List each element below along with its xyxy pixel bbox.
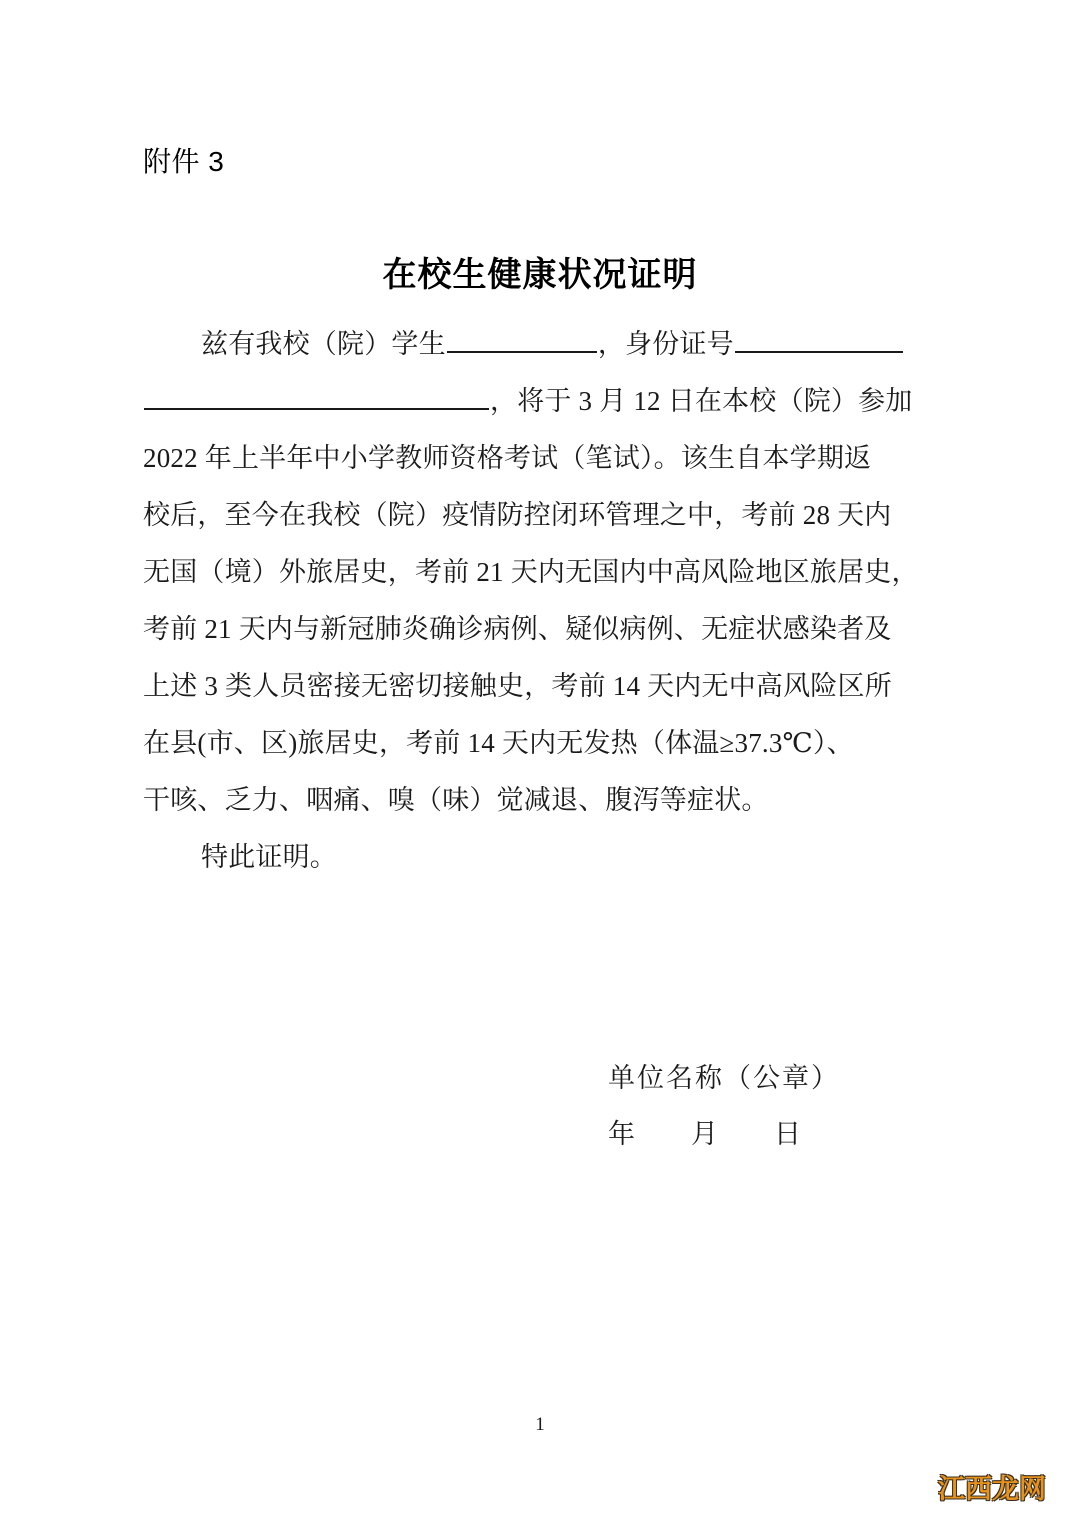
page-title: 在校生健康状况证明 xyxy=(382,255,698,294)
body-line-4: 校后，至今在我校（院）疫情防控闭环管理之中，考前 28 天内 xyxy=(143,500,892,530)
date-month-label: 月 xyxy=(691,1119,718,1149)
body-line-2 xyxy=(143,373,953,430)
body-line-6: 考前 21 天内与新冠肺炎确诊病例、疑似病例、无症状感染者及 xyxy=(143,614,892,644)
page-number: 1 xyxy=(535,1414,545,1435)
certificate-body xyxy=(143,316,953,886)
body-line-3: 2022 年上半年中小学教师资格考试（笔试）。该生自本学期返 xyxy=(143,443,872,473)
id-number-blank-tail[interactable] xyxy=(144,386,489,410)
body-line-5: 无国（境）外旅居史，考前 21 天内无国内中高风险地区旅居史， xyxy=(143,557,919,587)
student-name-blank[interactable] xyxy=(447,329,597,353)
date-year-label: 年 xyxy=(608,1119,635,1149)
body-line-9: 干咳、乏力、咽痛、嗅（味）觉减退、腹泻等症状。 xyxy=(143,785,769,815)
id-number-blank-head[interactable] xyxy=(735,329,903,353)
body-line-8: 在县(市、区)旅居史，考前 14 天内无发热（体温≥37.3℃）、 xyxy=(143,728,854,758)
attachment-label: 附件 3 xyxy=(143,146,225,177)
body-text: ，身份证号 xyxy=(597,329,734,359)
body-line-7: 上述 3 类人员密接无密切接触史，考前 14 天内无中高风险区所 xyxy=(143,671,892,701)
body-text: 兹有我校（院）学生 xyxy=(201,329,446,359)
date-day-label: 日 xyxy=(774,1119,801,1149)
body-line-closing: 特此证明。 xyxy=(201,842,337,872)
signature-block xyxy=(608,1050,840,1162)
watermark: 江西龙网 xyxy=(938,1474,1046,1504)
signature-date-line xyxy=(608,1106,840,1162)
unit-name-stamp-label: 单位名称（公章） xyxy=(608,1063,840,1093)
body-line-1 xyxy=(143,316,953,373)
body-text: ，将于 3 月 12 日在本校（院）参加 xyxy=(490,386,913,416)
